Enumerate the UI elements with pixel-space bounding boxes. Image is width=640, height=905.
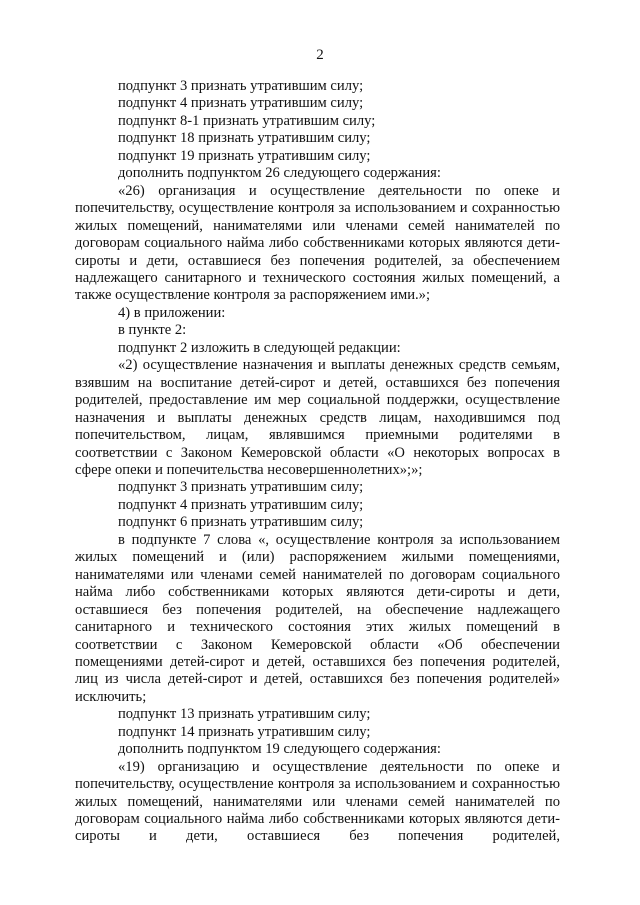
paragraph-item-2-heading: в пункте 2: [118, 322, 187, 339]
paragraph-appendix-heading: 4) в приложении: [118, 304, 226, 321]
paragraph-app-subitem-14-repeal: подпункт 14 признать утратившим силу; [118, 723, 371, 740]
document-body [75, 78, 560, 846]
paragraph-subitem-2-new-edition: подпункт 2 изложить в следующей редакции: [118, 339, 401, 356]
paragraph-app-subitem-3-repeal: подпункт 3 признать утратившим силу; [118, 479, 364, 496]
paragraph-subitem-19-repeal: подпункт 19 признать утратившим силу; [118, 147, 371, 164]
paragraph-add-subitem-26: дополнить подпунктом 26 следующего содержания: [118, 165, 441, 182]
paragraph-subitem-4-repeal: подпункт 4 признать утратившим силу; [118, 95, 364, 112]
paragraph-subitem-7-amendment: в подпункте 7 слова «, осуществление контроля за использованием жилых помещений и (или) распоряжением жилыми помещениями, нанимателями или членами семей нанимателей по договорам социального найма либо собственниками которых являются дети-сироты и дети, оставшиеся без попечения родителей, на обеспечение надлежащего санитарного и технического состояния этих жилых помещений в соответствии с Законом Кемеровской области «Об обеспечении помещениями детей-сирот и детей, оставшихся без попечения родителей, лиц из числа детей-сирот и детей, оставшихся без попечения родителей» исключить; [75, 531, 560, 705]
paragraph-app-subitem-4-repeal: подпункт 4 признать утратившим силу; [118, 496, 364, 513]
page-number: 2 [316, 47, 324, 63]
paragraph-subitem-18-repeal: подпункт 18 признать утратившим силу; [118, 130, 371, 147]
paragraph-subitem-2-text: «2) осуществление назначения и выплаты денежных средств семьям, взявшим на воспитание детей-сирот и детей, оставшихся без попечения родителей, предоставление им мер социальной поддержки, осуществление назначения и выплаты денежных средств лицам, находившимся под попечительством, лицам, являвшимся приемными родителями в соответствии с Законом Кемеровской области «О некоторых вопросах в сфере опеки и попечительства несовершеннолетних»;»; [75, 357, 560, 478]
paragraph-subitem-3-repeal: подпункт 3 признать утратившим силу; [118, 78, 364, 94]
paragraph-app-subitem-6-repeal: подпункт 6 признать утратившим силу; [118, 514, 364, 531]
paragraph-app-subitem-13-repeal: подпункт 13 признать утратившим силу; [118, 706, 371, 723]
paragraph-subitem-26-text: «26) организация и осуществление деятельности по опеке и попечительству, осуществление контроля за использованием и сохранностью жилых помещений, нанимателями или членами семей нанимателей по договорам социального найма либо собственниками которых являются дети-сироты и дети, оставшиеся без попечения родителей, за обеспечением надлежащего санитарного и технического состояния жилых помещений, а также осуществление контроля за распоряжением ими.»; [75, 182, 560, 304]
paragraph-subitem-19-text: «19) организацию и осуществление деятельности по опеке и попечительству, осуществление контроля за использованием и сохранностью жилых помещений, нанимателями или членами семей нанимателей по договорам социального найма либо собственниками которых являются дети-сироты и дети, оставшиеся без попечения родителей, [75, 758, 560, 845]
paragraph-subitem-8-1-repeal: подпункт 8-1 признать утратившим силу; [118, 112, 376, 129]
paragraph-add-subitem-19: дополнить подпунктом 19 следующего содержания: [118, 741, 441, 758]
